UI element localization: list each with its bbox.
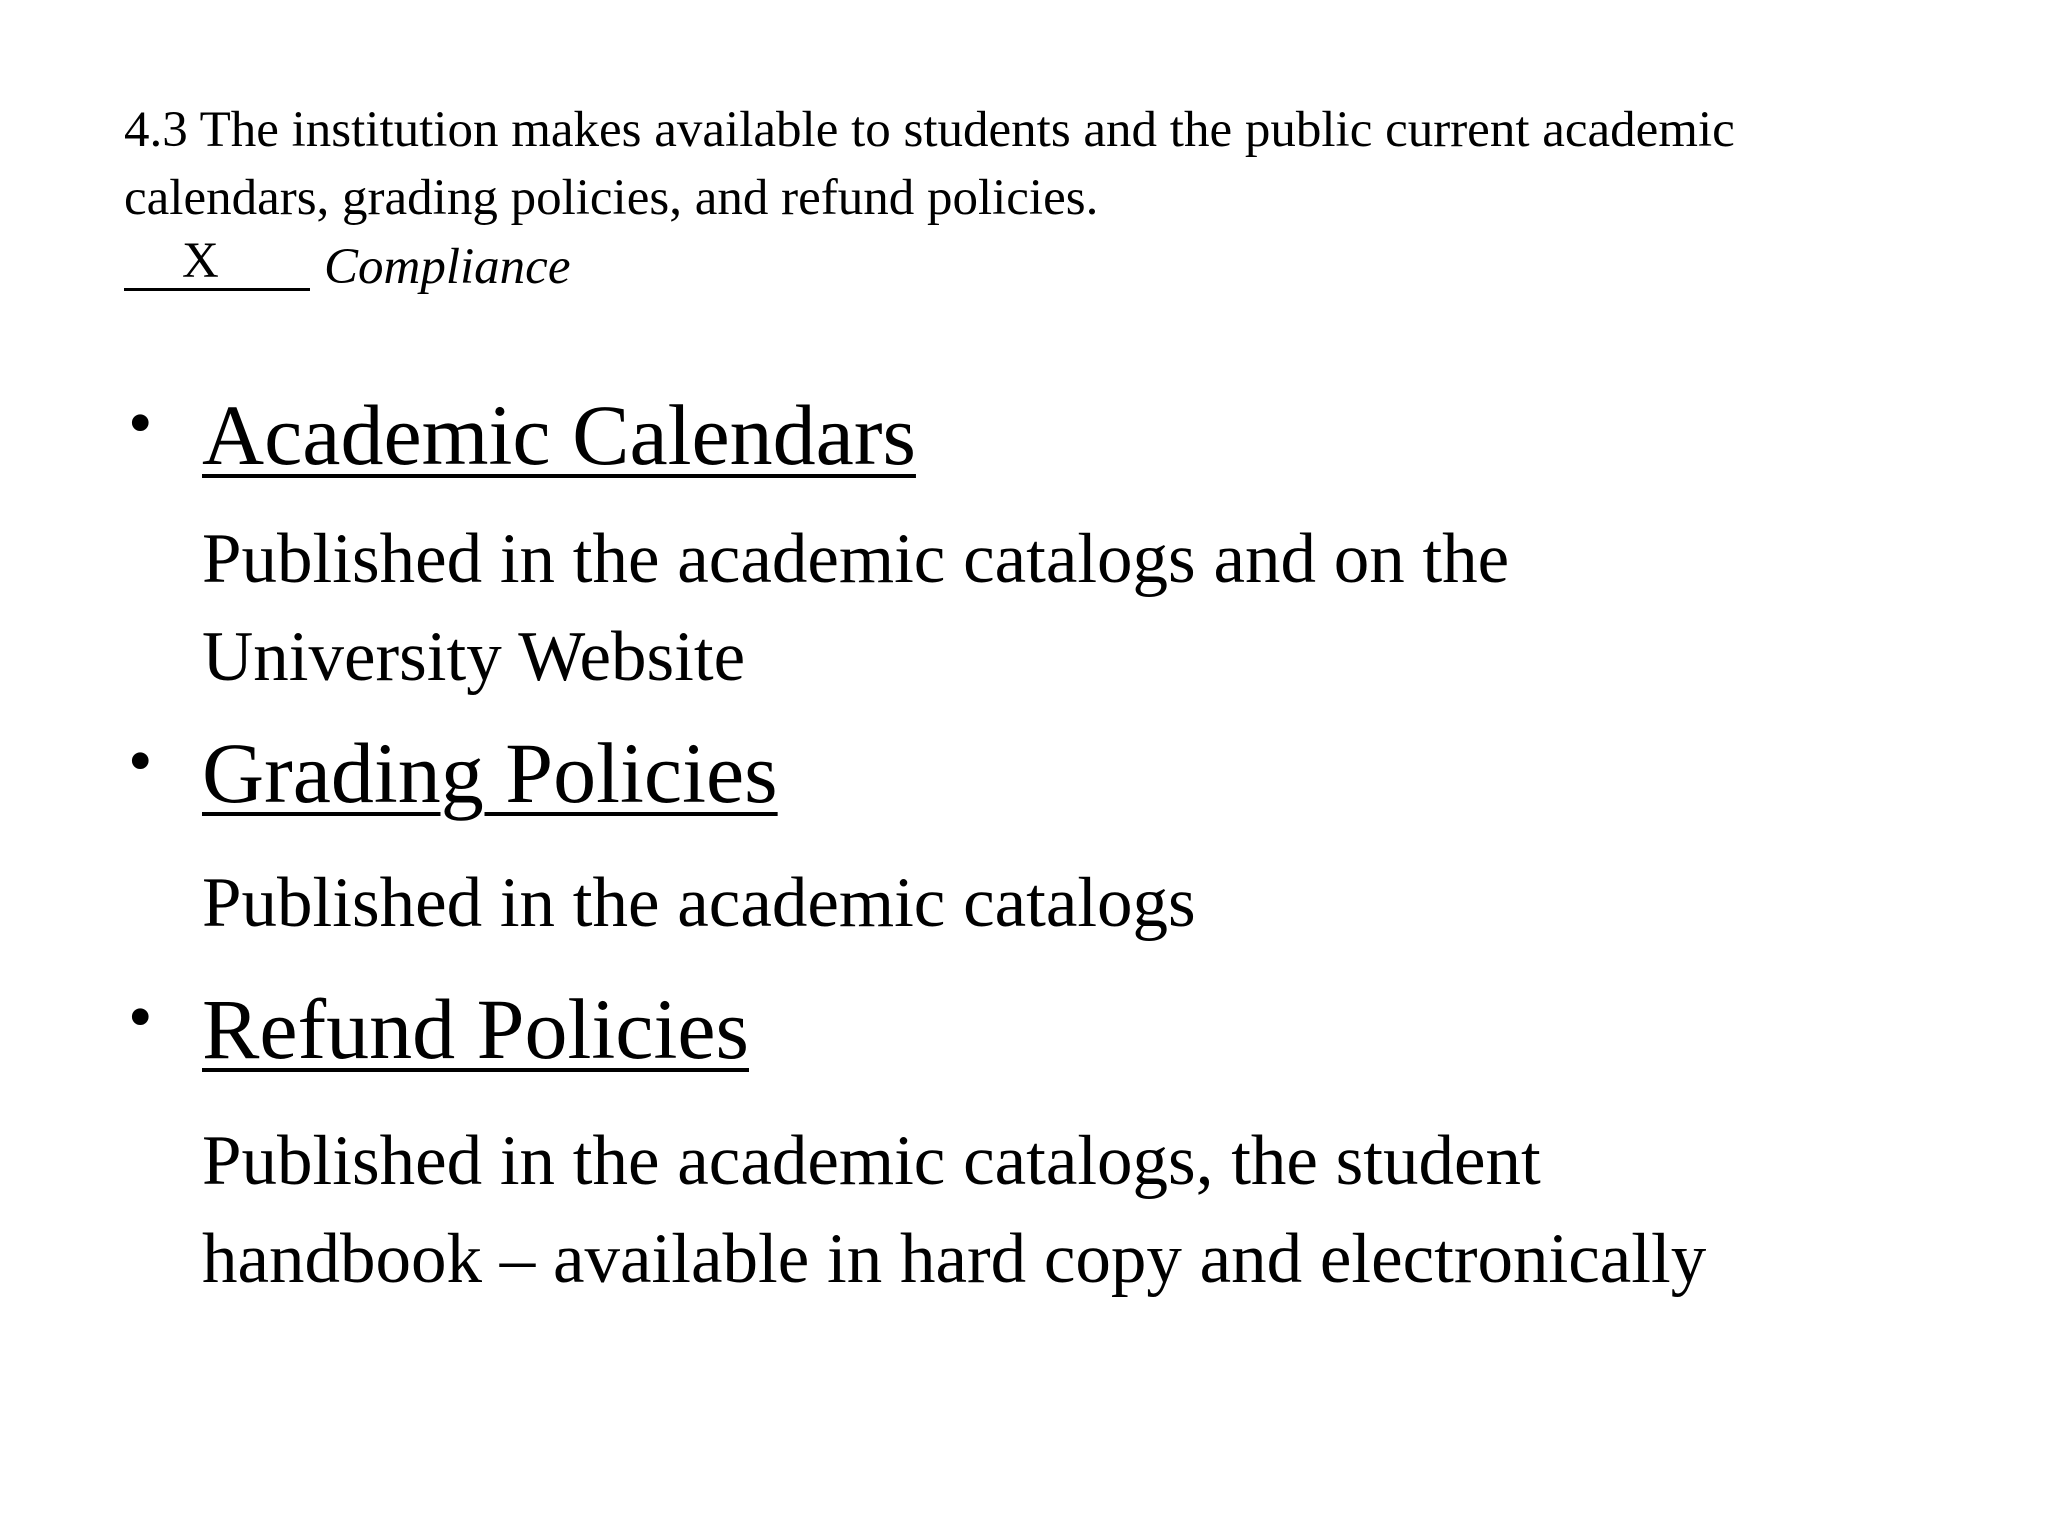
standard-header xyxy=(124,96,1924,302)
item-title-refund-policies: Refund Policies xyxy=(202,981,749,1077)
compliance-blank xyxy=(124,234,310,291)
bullet-list xyxy=(124,380,1984,1308)
list-item-grading-policies xyxy=(124,718,1984,952)
item-title-academic-calendars: Academic Calendars xyxy=(202,387,916,483)
list-item-refund-policies xyxy=(124,974,1984,1308)
item-description-refund-policies: Published in the academic catalogs, the student handbook – available in hard copy and electronically xyxy=(202,1122,1707,1298)
standard-text-line-2: calendars, grading policies, and refund policies. xyxy=(124,170,1099,226)
item-description-grading-policies: Published in the academic catalogs xyxy=(202,864,1196,942)
compliance-mark: X xyxy=(182,233,219,289)
bullet-icon: • xyxy=(128,979,153,1056)
bullet-icon: • xyxy=(128,385,153,462)
item-description-academic-calendars: Published in the academic catalogs and on the University Website xyxy=(202,520,1510,696)
item-title-grading-policies: Grading Policies xyxy=(202,725,778,821)
compliance-row xyxy=(124,232,1924,302)
standard-text-line-1: 4.3 The institution makes available to students and the public current academic xyxy=(124,102,1735,158)
compliance-label: Compliance xyxy=(324,239,571,295)
list-item-academic-calendars xyxy=(124,380,1984,706)
bullet-icon: • xyxy=(128,723,153,800)
